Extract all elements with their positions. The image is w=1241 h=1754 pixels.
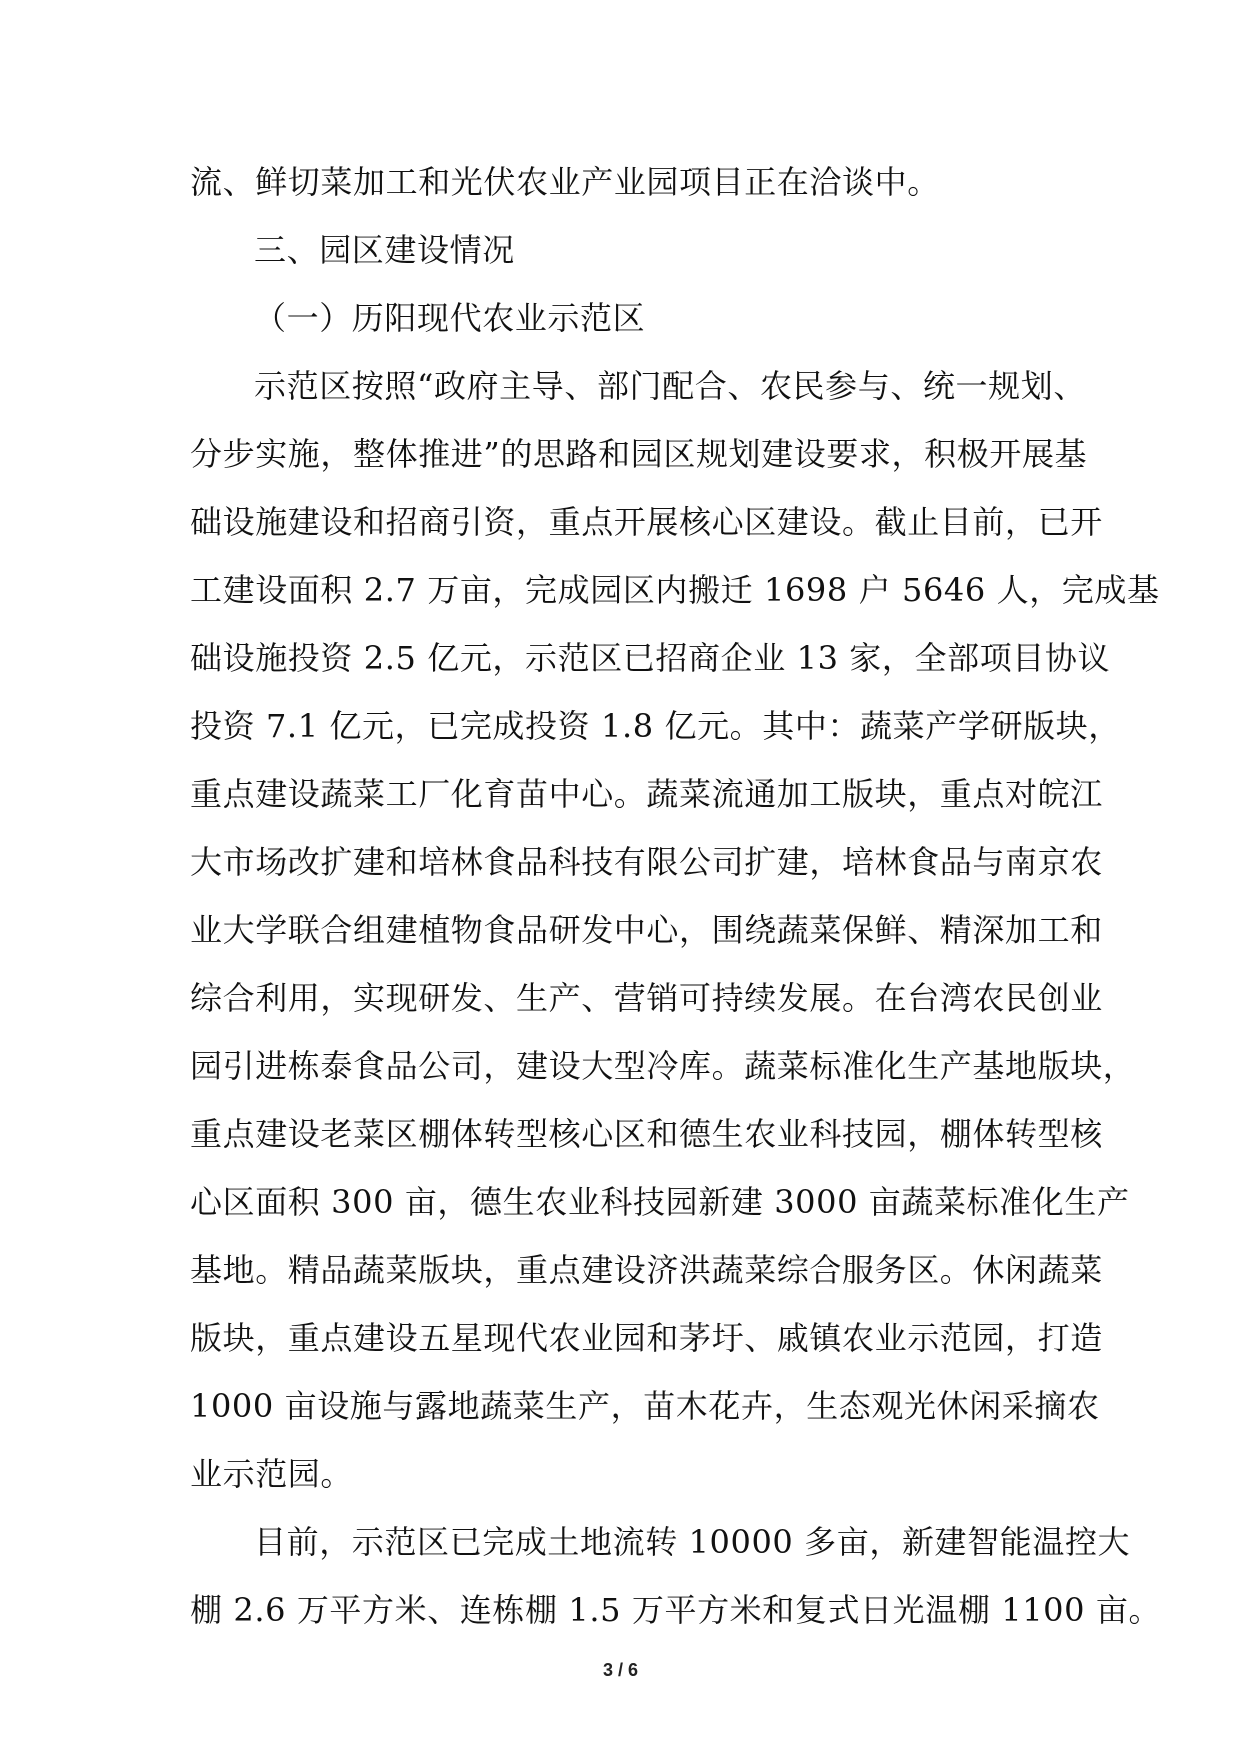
body-text-line: 园引进栋泰食品公司，建设大型冷库。蔬菜标准化生产基地版块， xyxy=(190,1047,1136,1085)
body-text-line: 棚 2.6 万平方米、连栋棚 1.5 万平方米和复式日光温棚 1100 亩。 xyxy=(190,1591,1162,1629)
body-text-line: 1000 亩设施与露地蔬菜生产，苗木花卉，生态观光休闲采摘农 xyxy=(190,1387,1100,1425)
body-text-line: 业示范园。 xyxy=(190,1455,354,1493)
body-text-line: 目前，示范区已完成土地流转 10000 多亩，新建智能温控大 xyxy=(254,1523,1131,1561)
section-heading: 三、园区建设情况 xyxy=(254,231,515,269)
body-text-line: 投资 7.1 亿元，已完成投资 1.8 亿元。其中：蔬菜产学研版块， xyxy=(190,707,1121,745)
body-text-line: 大市场改扩建和培林食品科技有限公司扩建，培林食品与南京农 xyxy=(190,843,1103,881)
body-text-line: 基地。精品蔬菜版块，重点建设济洪蔬菜综合服务区。休闲蔬菜 xyxy=(190,1251,1103,1289)
body-text-line: 示范区按照“政府主导、部门配合、农民参与、统一规划、 xyxy=(254,367,1086,405)
body-text-line: 分步实施，整体推进”的思路和园区规划建设要求，积极开展基 xyxy=(190,435,1088,473)
body-text-line: 础设施投资 2.5 亿元，示范区已招商企业 13 家，全部项目协议 xyxy=(190,639,1111,677)
body-text-line: 业大学联合组建植物食品研发中心，围绕蔬菜保鲜、精深加工和 xyxy=(190,911,1103,949)
body-text-line: 工建设面积 2.7 万亩，完成园区内搬迁 1698 户 5646 人，完成基 xyxy=(190,571,1160,609)
body-text-line: 版块，重点建设五星现代农业园和茅圩、戚镇农业示范园，打造 xyxy=(190,1319,1103,1357)
body-text-line: 础设施建设和招商引资，重点开展核心区建设。截止目前，已开 xyxy=(190,503,1103,541)
body-text-line: 重点建设老菜区棚体转型核心区和德生农业科技园，棚体转型核 xyxy=(190,1115,1103,1153)
subsection-heading: （一）历阳现代农业示范区 xyxy=(254,299,646,337)
body-text-line: 综合利用，实现研发、生产、营销可持续发展。在台湾农民创业 xyxy=(190,979,1103,1017)
body-text-line: 重点建设蔬菜工厂化育苗中心。蔬菜流通加工版块，重点对皖江 xyxy=(190,775,1103,813)
body-text-line: 流、鲜切菜加工和光伏农业产业园项目正在洽谈中。 xyxy=(190,163,940,201)
body-text-line: 心区面积 300 亩，德生农业科技园新建 3000 亩蔬菜标准化生产 xyxy=(190,1183,1130,1221)
page-number: 3 / 6 xyxy=(602,1660,639,1680)
